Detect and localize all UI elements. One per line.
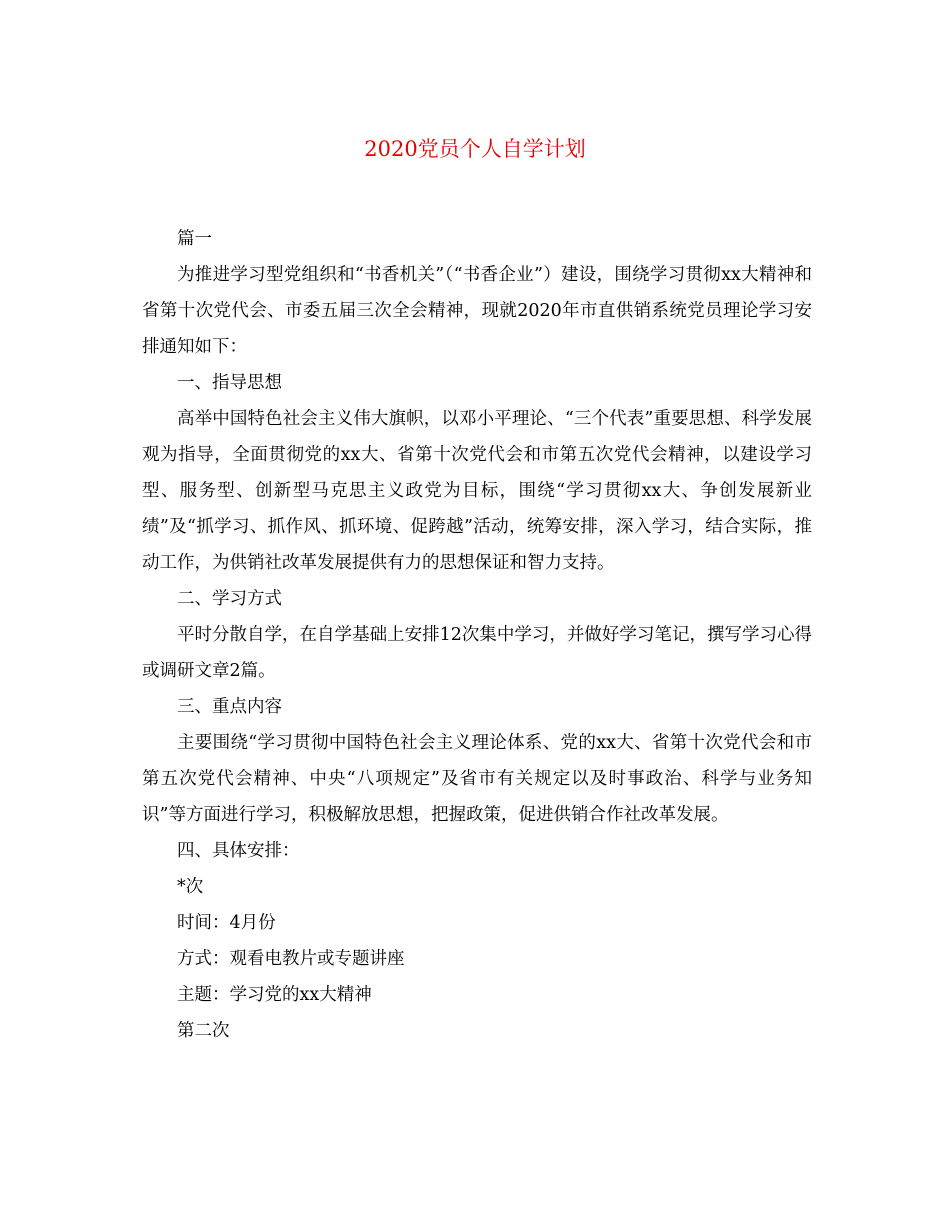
session-second-label: 第二次 — [177, 1021, 230, 1041]
guiding-thought-paragraph: 高举中国特色社会主义伟大旗帜，以邓小平理论、“三个代表”重要思想、科学发展观为指导，全面贯彻党的xx大、省第十次党代会和市第五次党代会精神，以建设学习型、服务型、创新型马克思主义政党为目标，围绕“学习贯彻xx大、争创发展新业绩”及“抓学习、抓作风、抓环境、促跨越”活动，统筹安排，深入学习，结合实际，推动工作，为供销社改革发展提供有力的思想保证和智力支持。 — [142, 409, 812, 573]
heading-study-method: 二、学习方式 — [177, 589, 282, 609]
session-time: 时间：4月份 — [177, 913, 276, 933]
session-topic: 主题：学习党的xx大精神 — [177, 985, 372, 1005]
document-body — [142, 221, 812, 1049]
intro-paragraph: 为推进学习型党组织和“书香机关”（“书香企业”）建设，围绕学习贯彻xx大精神和省第十次党代会、市委五届三次全会精神，现就2020年市直供销系统党员理论学习安排通知如下： — [142, 265, 812, 357]
section-label: 篇一 — [177, 229, 212, 249]
document-title: 2020党员个人自学计划 — [364, 137, 586, 161]
heading-key-content: 三、重点内容 — [177, 697, 282, 717]
session-first-label: *次 — [177, 877, 204, 897]
session-format: 方式：观看电教片或专题讲座 — [177, 949, 405, 969]
heading-arrangement: 四、具体安排： — [177, 841, 300, 861]
study-method-paragraph: 平时分散自学，在自学基础上安排12次集中学习，并做好学习笔记，撰写学习心得或调研文章2篇。 — [142, 625, 812, 681]
heading-guiding-thought: 一、指导思想 — [177, 373, 282, 393]
key-content-paragraph: 主要围绕“学习贯彻中国特色社会主义理论体系、党的xx大、省第十次党代会和市第五次党代会精神、中央“八项规定”及省市有关规定以及时事政治、科学与业务知识”等方面进行学习，积极解放思想，把握政策，促进供销合作社改革发展。 — [142, 733, 812, 825]
